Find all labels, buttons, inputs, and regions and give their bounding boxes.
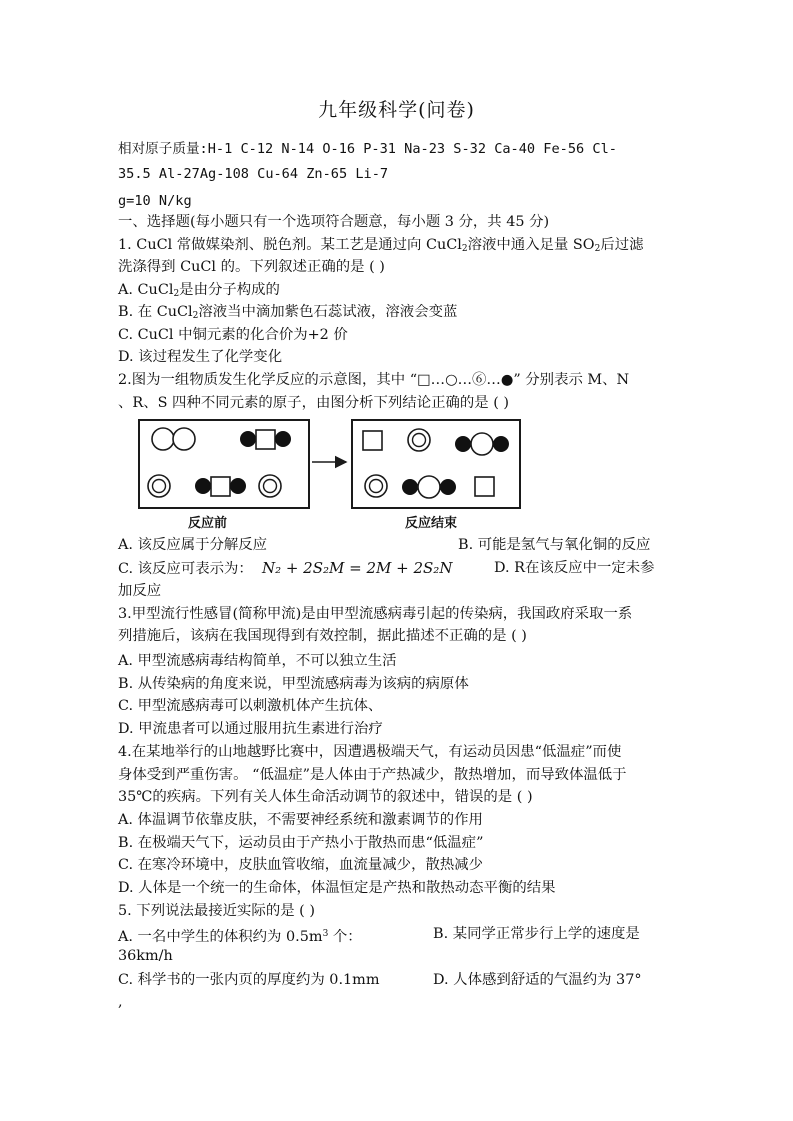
q5-option-d-line-1: D. 人体感到舒适的气温约为 37° — [433, 972, 642, 988]
q4-stem-line-1: 4.在某地举行的山地越野比赛中，因遭遇极端天气，有运动员因患“低温症”而使 — [118, 744, 622, 760]
q2-stem-line-1: 2.图为一组物质发生化学反应的示意图，其中 “□…○…⑥…●” 分别表示 M、N — [118, 372, 630, 388]
n-atom — [173, 428, 195, 450]
s-atom — [275, 431, 291, 447]
q3-stem-line-2: 列措施后，该病在我国现得到有效控制，据此描述不正确的是 ( ) — [118, 628, 527, 644]
page-title: 九年级科学(问卷) — [318, 99, 475, 121]
s2n-molecule-after-2 — [402, 476, 456, 498]
n2-molecule-before — [152, 428, 195, 450]
r-atom-before-1 — [148, 475, 170, 497]
q2-stem-line-2: 、R、S 四种不同元素的原子，由图分析下列结论正确的是 ( ) — [118, 395, 510, 411]
q4-option-d: D. 人体是一个统一的生命体，体温恒定是产热和散热动态平衡的结果 — [118, 880, 556, 896]
q5-option-a: A. 一名中学生的体积约为 $0.5m^3$ 个： — [118, 929, 362, 945]
q5-option-d-line-2: , — [118, 994, 123, 1010]
gravity-constant: g=10 N/kg — [118, 193, 192, 209]
s-atom — [455, 436, 471, 452]
q1-stem-line-2: 洗涤得到 CuCl 的。下列叙述正确的是 ( ) — [118, 259, 385, 275]
q4-stem-line-3: 35℃的疾病。下列有关人体生命活动调节的叙述中，错误的是 ( ) — [118, 789, 533, 805]
q3-option-b: B. 从传染病的角度来说，甲型流感病毒为该病的病原体 — [118, 676, 469, 692]
q4-option-c: C. 在寒冷环境中，皮肤血管收缩，血流量减少，散热减少 — [118, 857, 484, 873]
q2-option-b: B. 可能是氢气与氧化铜的反应 — [458, 537, 651, 553]
q1-option-c: C. CuCl 中铜元素的化合价为+2 价 — [118, 327, 348, 343]
s-atom — [195, 478, 211, 494]
s-atom — [240, 431, 256, 447]
q2-option-a: A. 该反应属于分解反应 — [118, 537, 268, 553]
q2-option-c: C. 该反应可表示为： N₂ + 2S₂M = 2M + 2S₂N — [118, 559, 453, 577]
s-atom — [493, 436, 509, 452]
q2-option-d-line-1: D. R在该反应中一定未参 — [494, 560, 655, 576]
atomic-mass-line-2: 35.5 Al-27Ag-108 Cu-64 Zn-65 Li-7 — [118, 166, 389, 182]
q5-option-c: C. 科学书的一张内页的厚度约为 0.1mm — [118, 972, 380, 988]
q2-option-d-line-2: 加反应 — [118, 583, 162, 599]
q1-stem-line-1: 1. CuCl 常做媒染剂、脱色剂。某工艺是通过向 CuCl$_2$溶液中通入足量 $SO_2$后过滤 — [118, 237, 644, 254]
m-atom-after-2 — [475, 477, 494, 496]
s-atom — [402, 479, 418, 495]
m-atom-after-1 — [363, 431, 382, 450]
n-atom — [471, 433, 493, 455]
section-heading: 一、选择题(每小题只有一个选项符合题意，每小题 3 分，共 45 分) — [118, 214, 550, 230]
s-atom — [440, 479, 456, 495]
q4-stem-line-2: 身体受到严重伤害。 “低温症”是人体由于产热减少，散热增加，而导致体温低于 — [118, 767, 627, 783]
n-atom — [418, 476, 440, 498]
q5-stem: 5. 下列说法最接近实际的是 ( ) — [118, 903, 315, 919]
r-atom-after-1 — [408, 429, 430, 451]
q5-option-b-line-1: B. 某同学正常步行上学的速度是 — [433, 926, 640, 942]
atomic-mass-line-1: 相对原子质量:H-1 C-12 N-14 O-16 P-31 Na-23 S-32 Ca-40 Fe-56 Cl- — [118, 141, 617, 157]
q5-option-b-line-2: 36km/h — [118, 948, 173, 964]
q3-option-c: C. 甲型流感病毒可以刺激机体产生抗体、 — [118, 698, 383, 714]
m-atom — [211, 477, 230, 496]
s2m-molecule-before-2 — [195, 477, 246, 496]
s2n-molecule-after-1 — [455, 433, 509, 455]
figure-label-after: 反应结束 — [405, 516, 458, 531]
s-atom — [230, 478, 246, 494]
m-atom — [256, 430, 275, 449]
figure-label-before: 反应前 — [188, 516, 228, 531]
s2m-molecule-before-1 — [240, 430, 291, 449]
r-atom-before-2 — [259, 475, 281, 497]
q3-stem-line-1: 3.甲型流行性感冒(简称甲流)是由甲型流感病毒引起的传染病，我国政府采取一系 — [118, 606, 633, 622]
q1-option-d: D. 该过程发生了化学变化 — [118, 349, 283, 365]
q3-option-d: D. 甲流患者可以通过服用抗生素进行治疗 — [118, 721, 383, 737]
q2-equation: N₂ + 2S₂M = 2M + 2S₂N — [261, 559, 453, 577]
n-atom — [152, 428, 174, 450]
q3-option-a: A. 甲型流感病毒结构简单，不可以独立生活 — [118, 653, 397, 669]
r-atom-after-2 — [365, 475, 387, 497]
q1-option-b: B. 在 CuCl$_2$溶液当中滴加紫色石蕊试液，溶液会变蓝 — [118, 304, 458, 321]
q1-option-a: A. CuCl$_2$是由分子构成的 — [118, 282, 280, 299]
q4-option-a: A. 体温调节依靠皮肤，不需要神经系统和激素调节的作用 — [118, 812, 483, 828]
q4-option-b: B. 在极端天气下，运动员由于产热小于散热而患“低温症” — [118, 835, 484, 851]
